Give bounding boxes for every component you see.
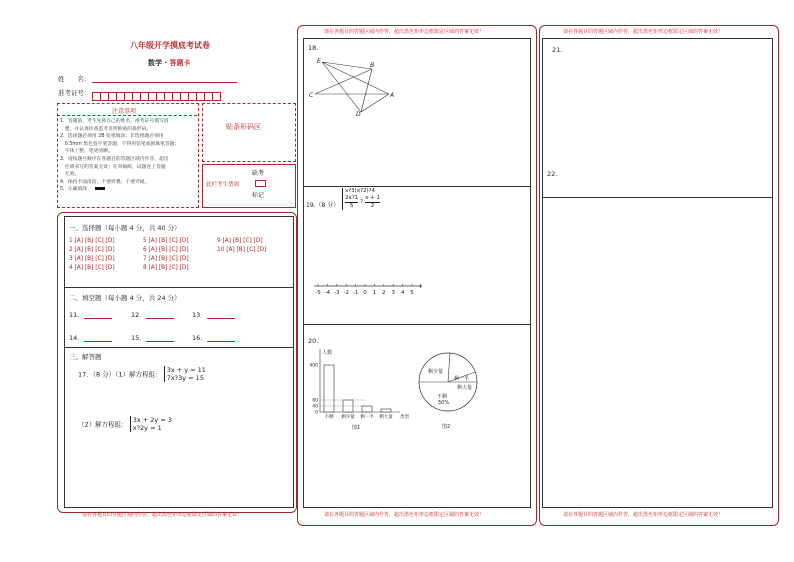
id-label: 准考证号： [58, 89, 91, 97]
blank-13[interactable]: 13． [192, 310, 235, 319]
bar-category-label: 剩一半 [360, 415, 374, 420]
pie-chart [412, 350, 490, 432]
absent-label: 缺考 [252, 170, 265, 177]
right-inner [542, 38, 773, 508]
bar-category-label: 不剩 [324, 415, 334, 420]
bar-chart [306, 345, 408, 433]
number-line [312, 282, 422, 302]
number-line-label: 2 [382, 290, 386, 296]
bar-3 [362, 406, 372, 412]
notice-middle-top: 请在各题目的答题区域内作答，超出黑色矩形边框限定区域的答案无效！ [324, 29, 485, 35]
number-line-label: 1 [372, 290, 377, 296]
pie-label-half: 剩一半 [454, 376, 470, 382]
choice-q1[interactable]: 1 [A] [B] [C] [D] [69, 238, 115, 244]
notice-middle-bottom: 请在各题目的答题区域内作答，超出黑色矩形边框限定区域的答案无效！ [324, 512, 485, 518]
choice-q5[interactable]: 5 [A] [B] [C] [D] [143, 238, 189, 244]
q22-label: 22. [547, 170, 558, 178]
number-line-label: -5 [315, 290, 321, 296]
bar-category-label: 剩大量 [379, 415, 393, 420]
q17-part2: （2）解方程组： 3x + 2y = 3 x?2y = 1 [78, 416, 172, 432]
number-line-label: -4 [324, 290, 331, 296]
subtitle-subject: 数学 · [148, 59, 170, 67]
bar-chart-ytick: 400 [309, 363, 318, 369]
q18-point-d: D [356, 111, 361, 118]
q18-label: 18. [308, 44, 319, 52]
choice-q7[interactable]: 7 [A] [B] [C] [D] [143, 256, 189, 262]
fig2-caption: 图2 [442, 424, 451, 430]
pie-label-percent: 50% [438, 400, 450, 406]
bar-4 [381, 409, 391, 412]
number-line-label: -1 [352, 290, 359, 296]
left-title: 八年级开学摸底考试卷 [130, 41, 210, 50]
barcode-label: 贴条形码区 [226, 123, 261, 131]
q18-point-e: E [317, 58, 321, 65]
number-line-label: 3 [391, 290, 395, 296]
choice-q2[interactable]: 2 [A] [B] [C] [D] [69, 247, 115, 253]
bar-chart-ylabel: 人数 [322, 350, 333, 356]
bar-chart-ytick: 40 [312, 404, 318, 410]
pie-label-much: 剩大量 [457, 385, 473, 391]
number-line-label: 5 [410, 290, 414, 296]
q19-system: x?3(x?2)?4 2x?1 5 ? x + 1 2 [342, 188, 380, 210]
pie-label-little: 剩少量 [428, 369, 444, 375]
barcode-area [202, 103, 296, 162]
choice-grid[interactable] [69, 238, 289, 271]
blank-16[interactable]: 16． [192, 333, 235, 342]
choice-q4[interactable]: 4 [A] [B] [C] [D] [69, 265, 115, 271]
left-subtitle [148, 58, 191, 68]
notice-left-bottom: 请在各题目的答题区域内作答，超出黑色矩形边框限定区域的答案无效！ [82, 512, 243, 518]
blank-11[interactable]: 11． [69, 310, 112, 319]
q19-label: 19.（8 分） [306, 202, 340, 209]
q18-point-a: A [390, 92, 395, 99]
section2-title: 二、填空题（每小题 4 分，共 24 分） [69, 294, 181, 302]
q18-point-b: B [370, 62, 375, 69]
bar-chart-xlabel: 类型 [400, 415, 409, 420]
bar-category-label: 剩少量 [341, 415, 355, 420]
filled-example [95, 187, 105, 190]
number-line-label: 0 [363, 290, 367, 296]
bar-1 [324, 365, 334, 412]
blank-15[interactable]: 15． [131, 333, 174, 342]
absent-mark-label: 标记 [252, 192, 265, 199]
absent-note: 此栏考生禁填 [206, 182, 240, 188]
choice-q10[interactable]: 10 [A] [B] [C] [D] [217, 247, 267, 253]
number-line-label: 4 [400, 290, 405, 296]
blank-14[interactable]: 14． [69, 333, 112, 342]
choice-q9[interactable]: 9 [A] [B] [C] [D] [217, 238, 263, 244]
bar-chart-ytick: 80 [312, 398, 318, 404]
section1-title: 一、选择题（每小题 4 分，共 40 分） [69, 224, 181, 232]
blank-12[interactable]: 12． [131, 310, 174, 319]
notice-title: 注意事项 [112, 108, 137, 115]
name-label: 姓 名： [58, 75, 91, 83]
notice-right-bottom: 请在各题目的答题区域内作答，超出黑色矩形边框限定区域的答案无效！ [563, 512, 724, 518]
name-input-line[interactable] [92, 82, 237, 83]
pie-label-none: 不剩 [437, 394, 448, 400]
bar-chart-ytick: 0 [315, 410, 318, 416]
choice-q6[interactable]: 6 [A] [B] [C] [D] [143, 247, 189, 253]
q21-label: 21. [552, 46, 563, 54]
subtitle-card: 答题卡 [169, 59, 191, 67]
notice-right-top: 请在各题目的答题区域内作答，超出黑色矩形边框限定区域的答案无效！ [563, 29, 724, 35]
choice-q3[interactable]: 3 [A] [B] [C] [D] [69, 256, 115, 262]
number-line-label: -2 [343, 290, 349, 296]
section3-title: 三、解答题 [69, 353, 102, 361]
q18-figure [305, 52, 405, 122]
q17-part1: 17．（8 分）（1）解方程组： 3x + y = 11 7x?3y = 15 [78, 366, 206, 382]
notice-list: 1．答题前，考生先将自己的姓名，准考证号填写清 楚，并认真检查监考员所粘贴的条形码。 2．选择题必须用 2B 铅笔填涂；非选择题必须用 0.5mm 黑色签字笔答题，不得用铅笔或圆珠笔答题； 字体工整、笔迹清晰。 3．请按题号顺序在各题目的答题区域内作答，超出 区域书写的答案无效；在草稿纸、试题卷上答题 无效。 4．保持卡面清洁，不要折叠、不要弄破。 5．正确填涂 [60, 119, 180, 193]
number-line-label: -3 [334, 290, 340, 296]
q20-label: 20. [308, 337, 319, 345]
absent-mark-box[interactable] [255, 180, 266, 187]
fig1-caption: 图1 [352, 425, 361, 431]
choice-q8[interactable]: 8 [A] [B] [C] [D] [143, 265, 189, 271]
q18-point-c: C [309, 92, 314, 99]
